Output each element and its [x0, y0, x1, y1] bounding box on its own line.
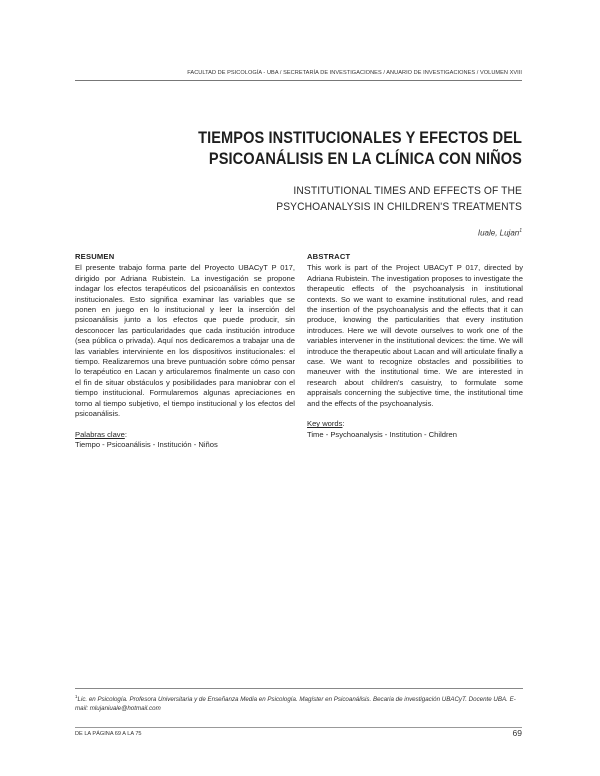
subtitle-line-2: PSYCHOANALYSIS IN CHILDREN'S TREATMENTS	[276, 201, 522, 213]
footer-divider	[75, 727, 522, 728]
article-title	[117, 128, 522, 170]
resumen-section	[75, 252, 295, 450]
abstract-body: This work is part of the Project UBACyT P 017, directed by Adriana Rubistein. The investigation proposes to investigate the therapeutic effects of the psychoanalysis in institutional contexts. So we want to examine institutional rules, and read the insertion of the psychoanalysis and the effects that it can produce, knowing the particularities that every institution introduces. Here we will devote ourselves to work one of the variables intervener in the institutional devices: the time. We will introduce the therapeutic about Lacan and will articulate finally a case. We want to recognize obstacles and possibilities to maneuver with the institutional time. We are interested in research about children's casuistry, to formulate some appraisals concerning the subjective time, the institutional time and the effects of the psychoanalysis.	[307, 263, 523, 408]
author-line	[478, 228, 522, 238]
key-words-colon: :	[342, 419, 345, 429]
page-number: 69	[512, 728, 522, 738]
palabras-clave-label	[75, 430, 125, 440]
footnote	[75, 692, 525, 713]
footnote-divider	[75, 688, 523, 689]
author-footnote-mark: 1	[519, 228, 522, 234]
key-words-text: Time - Psychoanalysis - Institution - Children	[307, 429, 457, 439]
palabras-clave-colon: :	[124, 429, 127, 439]
header-divider	[75, 80, 522, 81]
footnote-mark: 1	[75, 694, 78, 699]
abstract-heading: ABSTRACT	[307, 252, 351, 261]
footnote-text: Lic. en Psicología. Profesora Universitaria y de Enseñanza Media en Psicología. Magíster en Psicoanálisis. Becaria de investigación UBACyT. Docente UBA. E-mail: mlujaniuale@hotmail.com	[75, 696, 516, 713]
resumen-heading: RESUMEN	[75, 252, 115, 261]
palabras-clave-text: Tiempo - Psicoanálisis - Institución - Niños	[75, 439, 218, 449]
running-header: FACULTAD DE PSICOLOGÍA - UBA / SECRETARÍA DE INVESTIGACIONES / ANUARIO DE INVESTIGACIONES / VOLUMEN XVIII	[187, 70, 522, 76]
key-words-label-text: Key words	[307, 419, 343, 429]
author-name: Iuale, Lujan	[477, 228, 520, 238]
resumen-body: El presente trabajo forma parte del Proyecto UBACyT P 017, dirigido por Adriana Rubistein. La investigación se propone indagar los efectos terapéuticos del psicoanálisis en contextos institucionales. Esto significa examinar las variables que se ponen en juego en lo institucional y leer la inserción del psicoanálisis junto a los efectos que puede producir, sin desconocer las particularidades que cada institución introduce (sea pública o privada). Aquí nos dedicaremos a trabajar una de las variables interviniente en los dispositivos institucionales: el tiempo. Realizaremos una breve puntuación sobre cómo pensar lo terapéutico en Lacan y articularemos finalmente un caso con el fin de situar obstáculos y posibilidades para maniobrar con el tiempo institucional. Formularemos algunas apreciaciones en torno al tiempo subjetivo, el tiempo institucional y los efectos del psicoanálisis.	[75, 263, 295, 419]
title-line-2: PSICOANÁLISIS EN LA CLÍNICA CON NIÑOS	[208, 150, 522, 168]
title-line-1: TIEMPOS INSTITUCIONALES Y EFECTOS DEL	[198, 129, 522, 147]
page-range: DE LA PÁGINA 69 A LA 75	[75, 731, 142, 737]
subtitle-line-1: INSTITUTIONAL TIMES AND EFFECTS OF THE	[293, 185, 522, 197]
key-words-label	[307, 419, 345, 429]
palabras-clave-label-text: Palabras clave	[75, 429, 125, 439]
article-subtitle	[108, 183, 522, 215]
abstract-section	[307, 252, 523, 440]
